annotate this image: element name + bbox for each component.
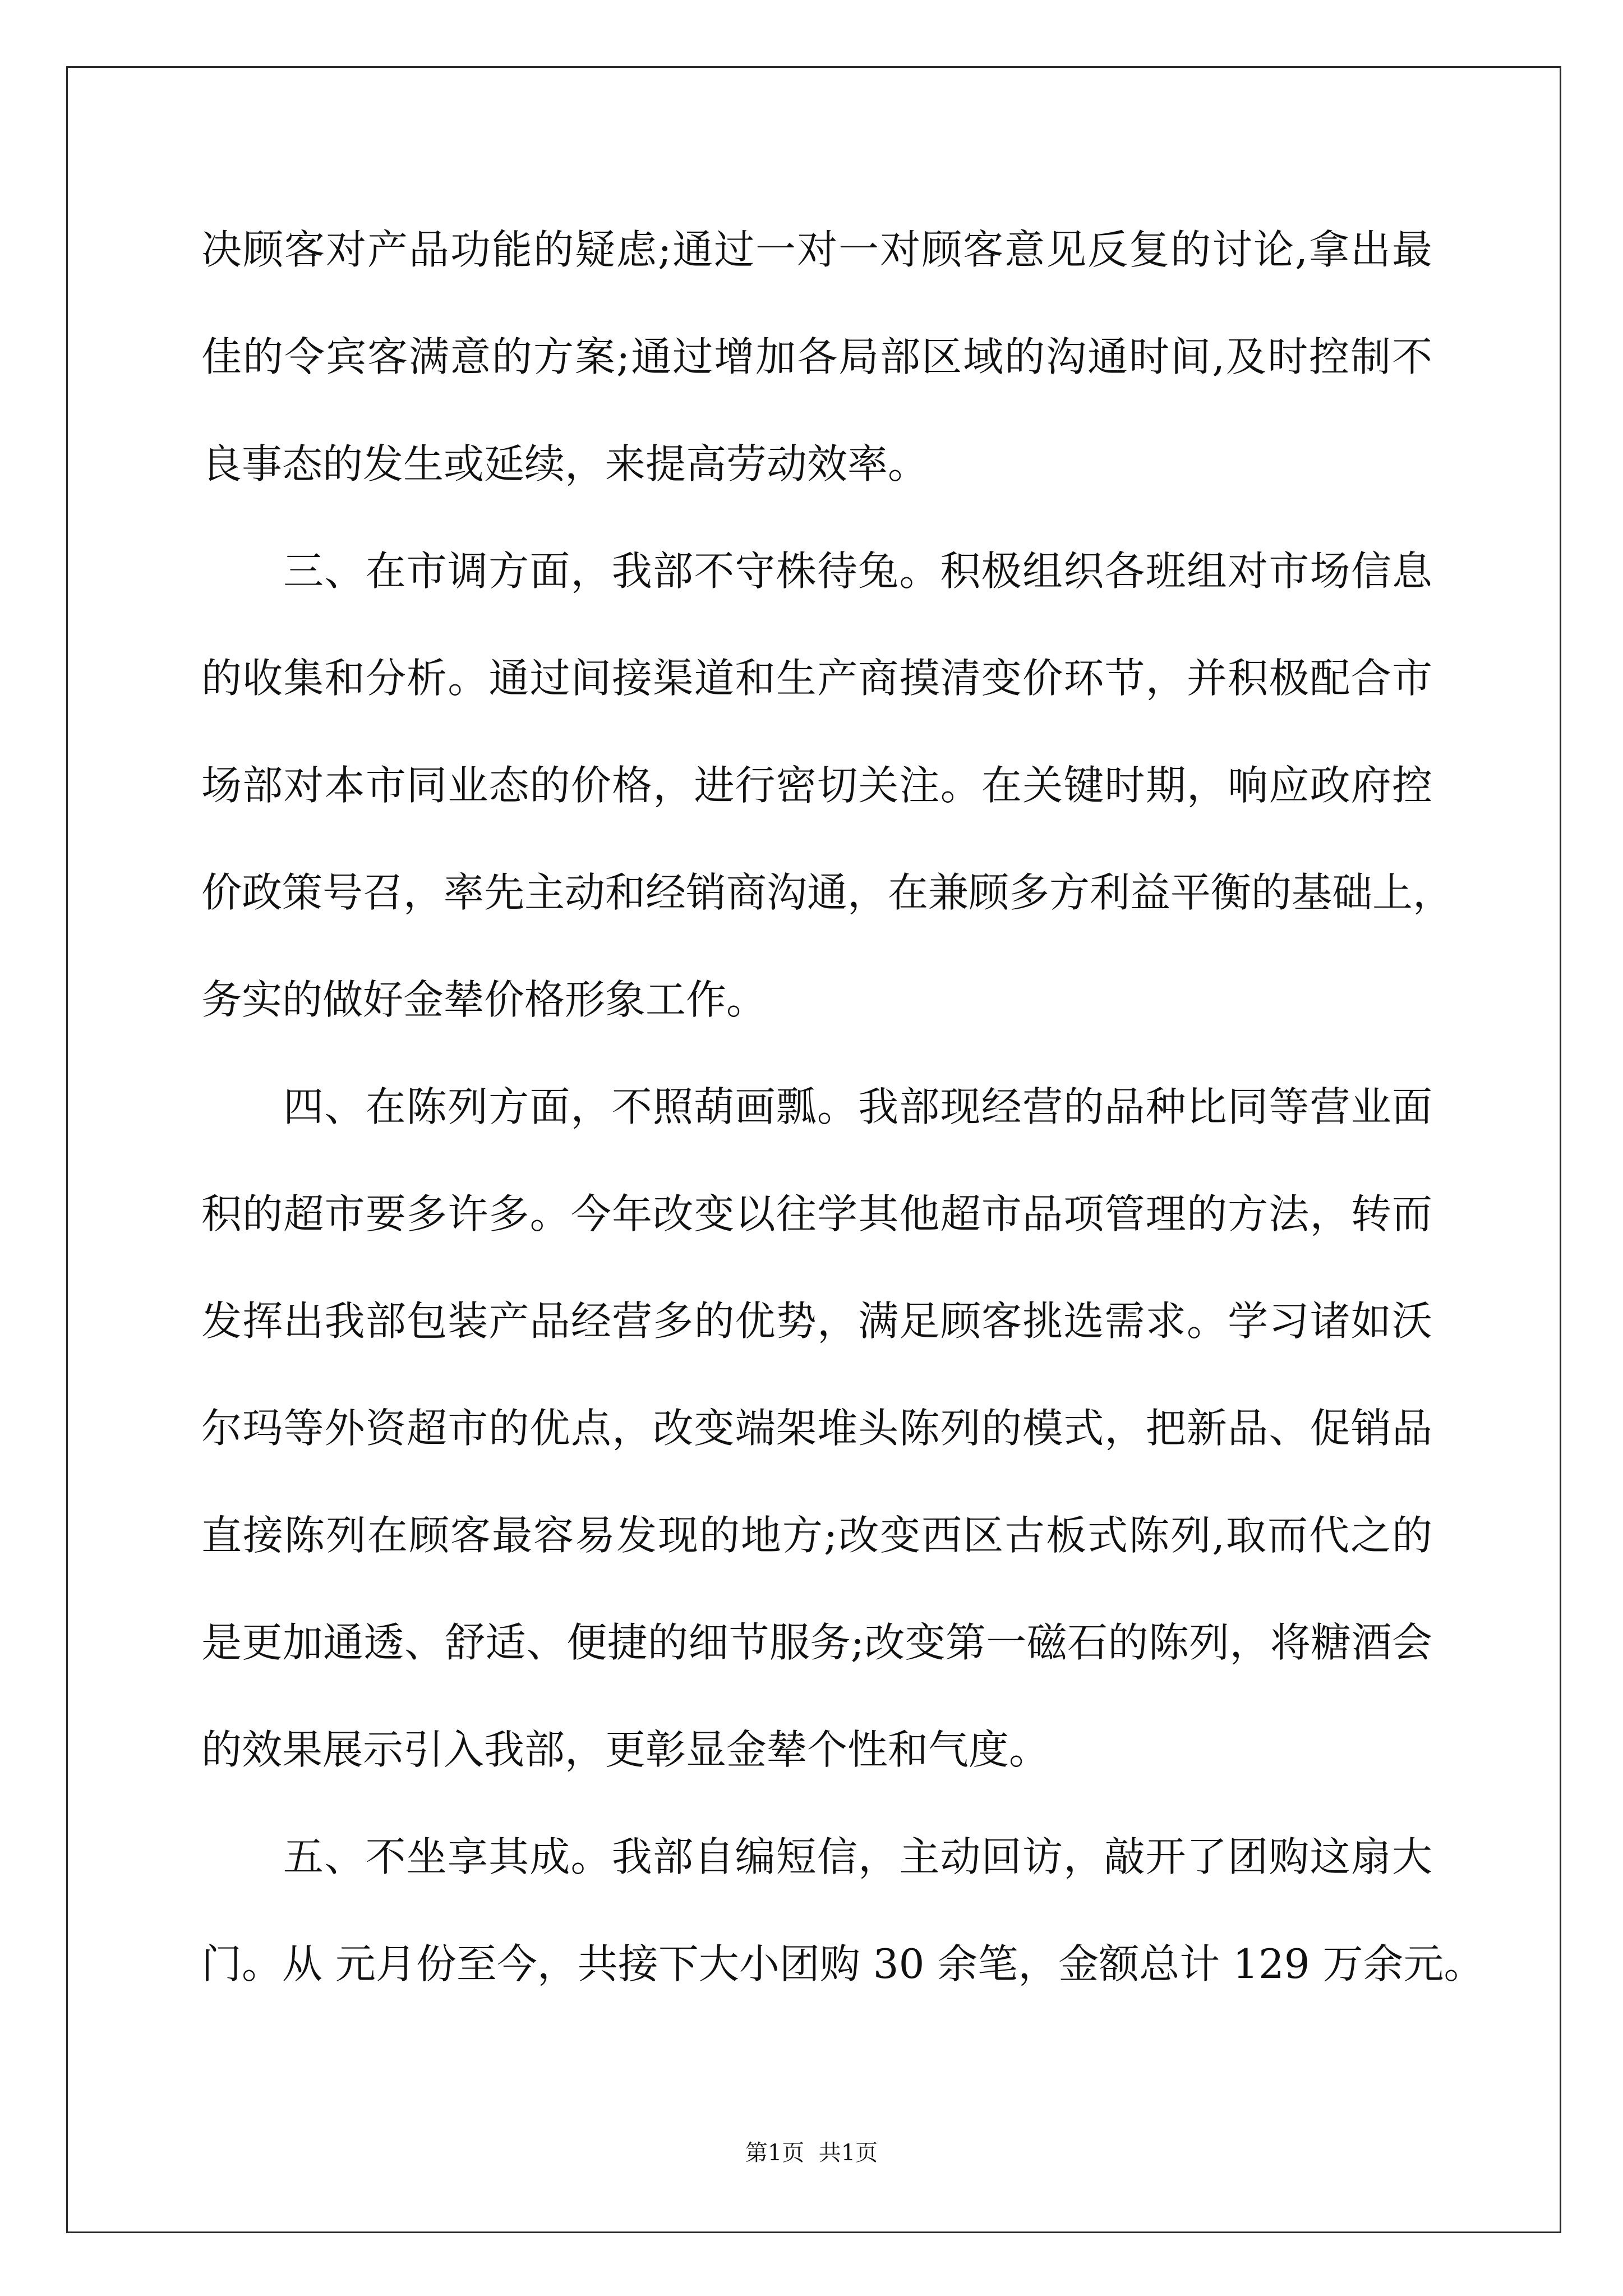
paragraph-line: 务实的做好金辇价格形象工作。 (201, 976, 767, 1023)
paragraph (201, 1053, 1432, 1803)
paragraph-line: 决顾客对产品功能的疑虑;通过一对一对顾客意见反复的讨论,拿出最 (201, 226, 1432, 273)
paragraph-line: 发挥出我部包装产品经营多的优势，满足顾客挑选需求。学习诸如沃 (201, 1297, 1432, 1345)
paragraph-line: 五、不坐享其成。我部自编短信，主动回访，敲开了团购这扇大 (283, 1833, 1432, 1880)
paragraph-line: 的效果展示引入我部，更彰显金辇个性和气度。 (201, 1726, 1050, 1773)
paragraph-line: 直接陈列在顾客最容易发现的地方;改变西区古板式陈列,取而代之的 (201, 1512, 1432, 1559)
paragraph (201, 518, 1454, 1053)
paragraph-line: 良事态的发生或延续，来提高劳动效率。 (201, 440, 929, 487)
paragraph-line: 佳的令宾客满意的方案;通过增加各局部区域的沟通时间,及时控制不 (201, 333, 1432, 380)
paragraph-line: 的收集和分析。通过间接渠道和生产商摸清变价环节，并积极配合市 (201, 655, 1432, 702)
paragraph-line: 价政策号召，率先主动和经销商沟通，在兼顾多方利益平衡的基础上， (201, 869, 1454, 916)
paragraph-line: 尔玛等外资超市的优点，改变端架堆头陈列的模式，把新品、促销品 (201, 1405, 1432, 1452)
paragraph-line: 三、在市调方面，我部不守株待兔。积极组织各班组对市场信息 (283, 547, 1432, 595)
paragraph (201, 196, 1432, 518)
paragraph-line: 是更加通透、舒适、便捷的细节服务;改变第一磁石的陈列，将糖酒会 (201, 1619, 1432, 1666)
paragraph-line: 四、在陈列方面，不照葫画瓢。我部现经营的品种比同等营业面 (283, 1083, 1432, 1130)
paragraph-line: 场部对本市同业态的价格，进行密切关注。在关键时期，响应政府控 (201, 762, 1432, 809)
document-body (201, 196, 1484, 2018)
page-number-footer: 第1页 共1页 (745, 2140, 878, 2166)
paragraph-line: 门。从 元月份至今，共接下大小团购 30 余笔，金额总计 129 万余元。 (201, 1940, 1484, 1987)
paragraph (201, 1803, 1484, 2018)
paragraph-line: 积的超市要多许多。今年改变以往学其他超市品项管理的方法，转而 (201, 1190, 1432, 1237)
